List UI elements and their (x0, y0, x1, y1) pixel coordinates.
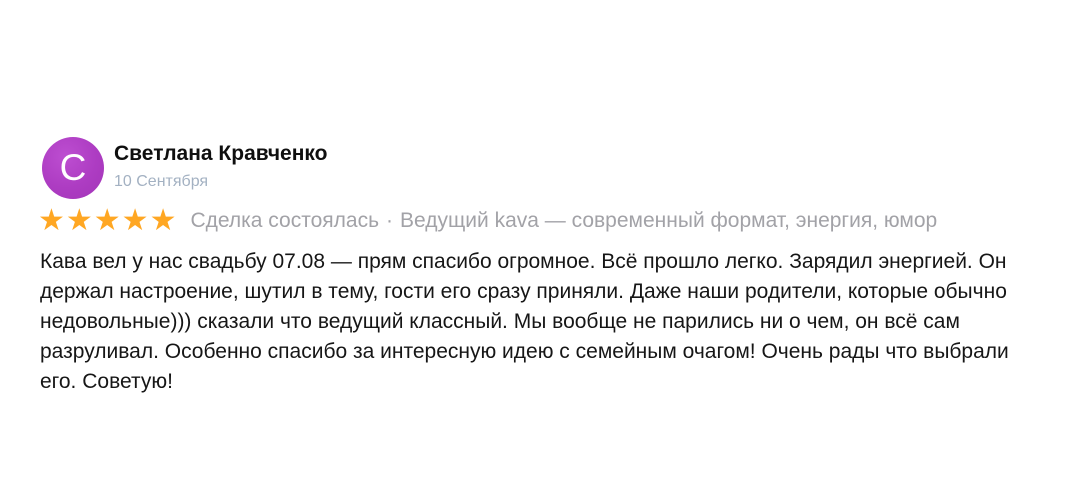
review-date: 10 Сентября (114, 173, 209, 190)
author-info (114, 137, 327, 191)
deal-summary: Ведущий kava — современный формат, энергия, юмор (400, 209, 938, 232)
review-text: Кава вел у нас свадьбу 07.08 — прям спасибо огромное. Всё прошло легко. Зарядил энергией. Он держал настроение, шутил в тему, гости его сразу приняли. Даже наши родители, которые обычно недовольные))) сказали что ведущий классный. Мы вообще не парились ни о чем, он всё сам разруливал. Особенно спасибо за интересную идею с семейным очагом! Очень рады что выбрали его. Советую! (40, 250, 1009, 393)
dot-separator: · (386, 209, 394, 232)
review-header (42, 137, 327, 199)
deal-status-line (190, 204, 937, 238)
star-rating-icons: ★★★★★ (38, 204, 178, 237)
avatar-initial: С (59, 146, 87, 188)
deal-status: Сделка состоялась (190, 209, 380, 232)
rating-row (38, 204, 937, 238)
author-name[interactable]: Светлана Кравченко (114, 142, 328, 165)
user-avatar[interactable] (42, 137, 104, 199)
